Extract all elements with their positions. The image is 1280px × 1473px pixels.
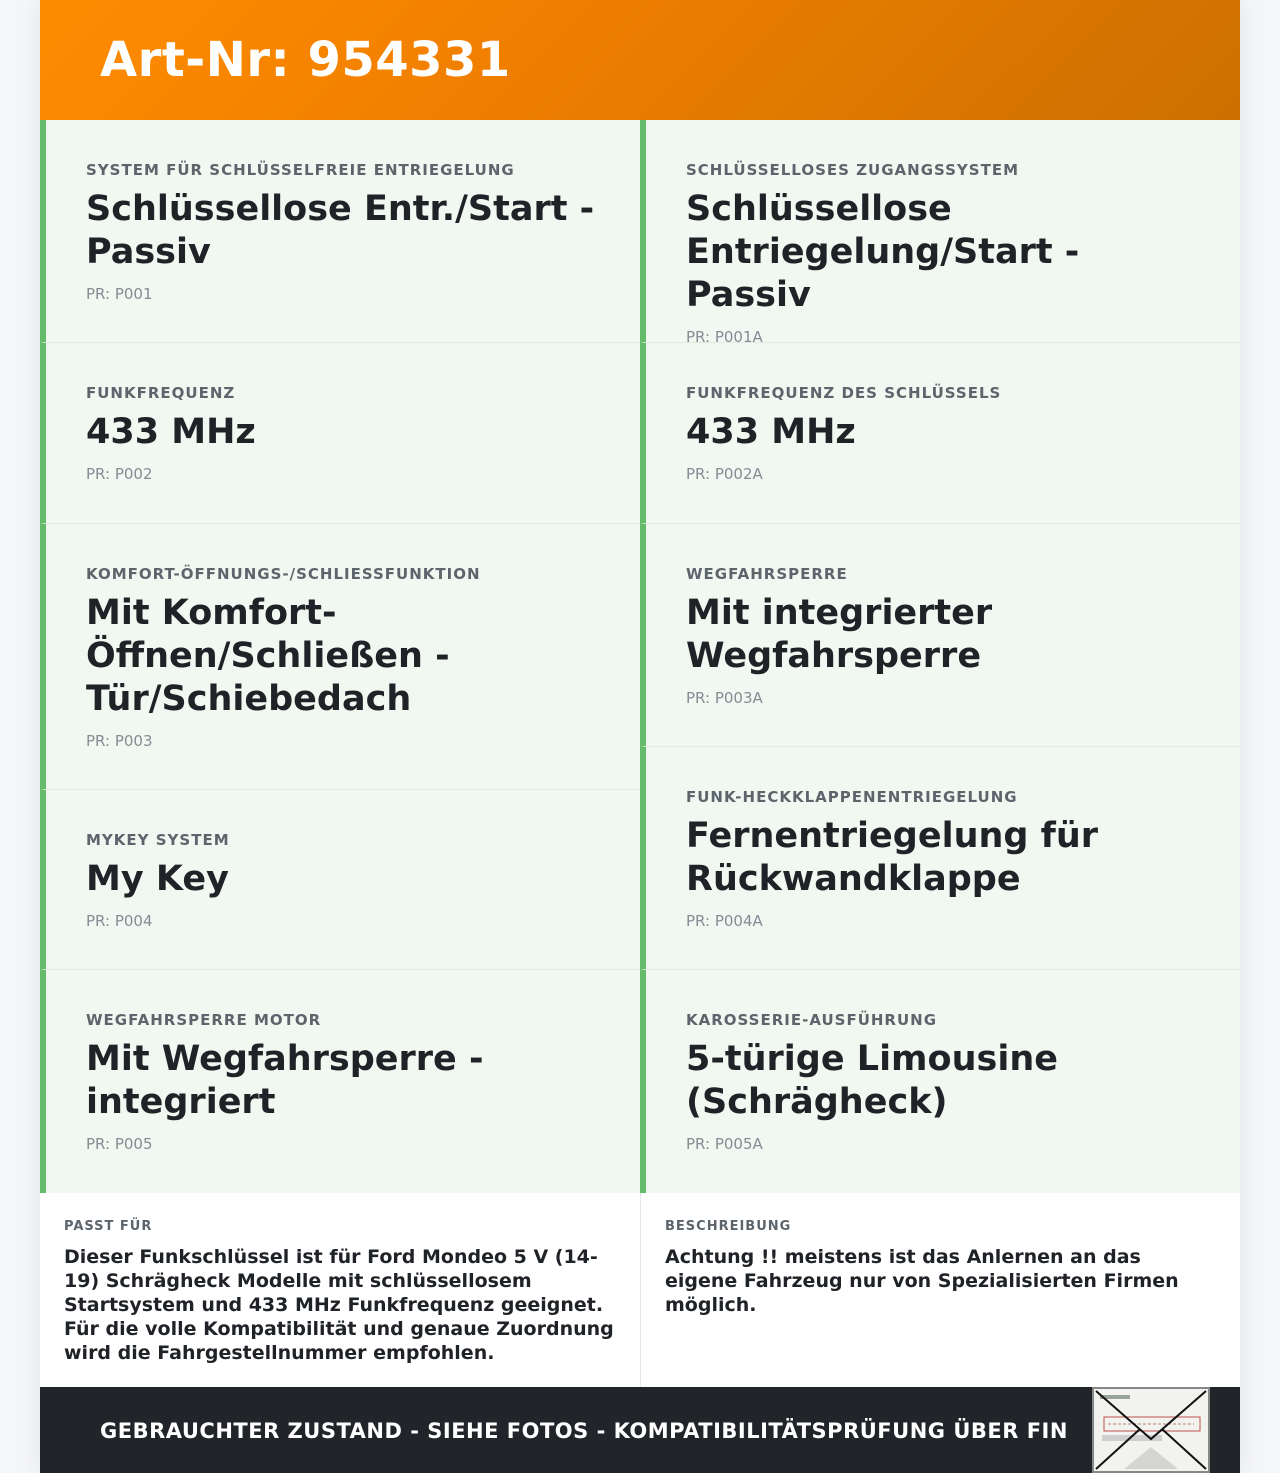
spec-cell — [40, 120, 640, 343]
spec-value: 433 MHz — [86, 412, 256, 452]
footer-banner — [40, 1387, 1240, 1473]
spec-column-right — [640, 120, 1240, 1193]
info-section — [40, 1193, 1240, 1387]
envelope-icon — [1094, 1389, 1208, 1471]
spec-pr-code: PR: P003 — [86, 732, 153, 750]
spec-cell — [640, 970, 1240, 1193]
envelope-stamp-image — [1092, 1387, 1210, 1473]
spec-cell — [640, 747, 1240, 970]
header — [40, 0, 1240, 120]
spec-pr-code: PR: P001 — [86, 285, 153, 303]
spec-label: WEGFAHRSPERRE — [686, 565, 848, 583]
spec-pr-code: PR: P005 — [86, 1135, 153, 1153]
spec-cell — [40, 790, 640, 970]
spec-label: WEGFAHRSPERRE MOTOR — [86, 1011, 322, 1029]
spec-label: FUNK-HECKKLAPPENENTRIEGELUNG — [686, 788, 1018, 806]
spec-value: Mit integrierter Wegfahrsperre — [686, 593, 993, 676]
description-label: BESCHREIBUNG — [665, 1219, 792, 1234]
spec-value: 5-türige Limousine (Schrägheck) — [686, 1039, 1058, 1122]
spec-label: SYSTEM FÜR SCHLÜSSELFREIE ENTRIEGELUNG — [86, 161, 515, 179]
fits-label: PASST FÜR — [64, 1219, 153, 1234]
spec-pr-code: PR: P002 — [86, 465, 153, 483]
spec-label: KAROSSERIE-AUSFÜHRUNG — [686, 1011, 938, 1029]
spec-label: MYKEY SYSTEM — [86, 831, 230, 849]
spec-value: My Key — [86, 859, 229, 899]
spec-column-left — [40, 120, 640, 1193]
fits-text: Dieser Funkschlüssel ist für Ford Mondeo 5 V (14-19) Schrägheck Modelle mit schlüssellosem Startsystem und 433 MHz Funkfrequenz geeignet. Für die volle Kompatibilität und genaue Zuordnung wird die Fahrgestellnummer empfohlen. — [64, 1246, 614, 1364]
description-text: Achtung !! meistens ist das Anlernen an das eigene Fahrzeug nur von Spezialisierten Firmen möglich. — [665, 1246, 1179, 1316]
spec-cell — [640, 343, 1240, 524]
spec-pr-code: PR: P003A — [686, 689, 763, 707]
spec-pr-code: PR: P005A — [686, 1135, 763, 1153]
spec-pr-code: PR: P001A — [686, 328, 763, 346]
spec-label: FUNKFREQUENZ DES SCHLÜSSELS — [686, 384, 1002, 402]
spec-value: Mit Wegfahrsperre - integriert — [86, 1039, 484, 1122]
spec-label: KOMFORT-ÖFFNUNGS-/SCHLIESSFUNKTION — [86, 565, 481, 583]
spec-pr-code: PR: P002A — [686, 465, 763, 483]
spec-cell — [40, 343, 640, 524]
spec-cell — [40, 970, 640, 1193]
page-title: Art-Nr: 954331 — [100, 32, 511, 88]
spec-cell — [40, 524, 640, 790]
footer-text: GEBRAUCHTER ZUSTAND - SIEHE FOTOS - KOMPATIBILITÄTSPRÜFUNG ÜBER FIN — [100, 1419, 1068, 1443]
spec-cell — [640, 524, 1240, 747]
spec-label: FUNKFREQUENZ — [86, 384, 236, 402]
spec-pr-code: PR: P004 — [86, 912, 153, 930]
spec-value: Fernentriegelung für Rückwandklappe — [686, 816, 1099, 899]
description-box — [640, 1193, 1240, 1387]
spec-pr-code: PR: P004A — [686, 912, 763, 930]
spec-label: SCHLÜSSELLOSES ZUGANGSSYSTEM — [686, 161, 1020, 179]
spec-grid — [40, 120, 1240, 1193]
product-card — [40, 0, 1240, 1473]
spec-value: 433 MHz — [686, 412, 856, 452]
spec-value: Schlüssellose Entriegelung/Start - Passiv — [686, 189, 1080, 315]
spec-value: Mit Komfort-Öffnen/Schließen - Tür/Schiebedach — [86, 593, 450, 719]
spec-value: Schlüssellose Entr./Start - Passiv — [86, 189, 595, 272]
spec-cell — [640, 120, 1240, 346]
fits-box — [40, 1193, 640, 1387]
